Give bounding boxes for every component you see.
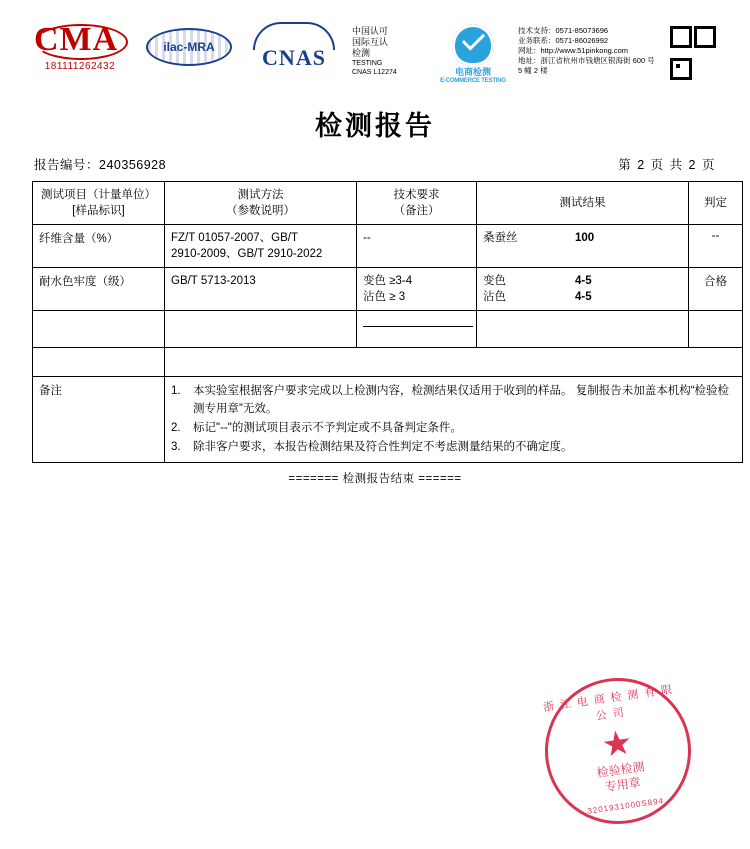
report-end-note: ======= 检测报告结束 ======	[288, 473, 462, 485]
header-req-line1: 技术要求	[393, 189, 440, 201]
header-method-line1: 测试方法	[237, 189, 284, 201]
cell-result	[477, 225, 689, 268]
cell-judgement: 合格	[689, 268, 743, 311]
cnas-cn-line1: 中国认可	[352, 26, 389, 36]
table-row-spacer	[33, 348, 743, 377]
contact-address-1: 地址：浙江省杭州市钱塘区银海街 600 号	[518, 56, 655, 65]
table-header	[33, 182, 743, 225]
blank-cell-judgement	[689, 311, 743, 348]
cell-item: 耐水色牢度（级）	[33, 268, 165, 311]
result-key: 桑蚕丝	[483, 232, 518, 244]
page-indicator: 第 2 页 共 2 页	[618, 158, 716, 172]
test-results-table	[32, 181, 743, 463]
result-key: 变色	[483, 275, 506, 287]
certification-logos	[32, 22, 668, 84]
cell-method	[165, 225, 357, 268]
report-number-label: 报告编号：	[34, 158, 100, 172]
cnas-logo	[246, 22, 342, 68]
cnas-cn-line5: CNAS L12274	[352, 69, 397, 76]
header-item-line1: 测试项目（计量单位）	[41, 189, 156, 201]
cnas-cn-line2: 国际互认	[352, 37, 389, 47]
cma-mark-label: CMA	[34, 21, 119, 58]
seal-number: 3201931000S894	[586, 796, 665, 816]
qr-code-icon	[668, 24, 718, 82]
table-row-remarks	[33, 377, 743, 463]
remark-item	[171, 438, 736, 456]
requirement-line-1: --	[363, 232, 371, 244]
cell-requirement	[357, 268, 477, 311]
header-result-line1: 测试结果	[559, 197, 606, 209]
cnas-label: CNAS	[262, 45, 326, 70]
contact-business: 业务联系：0571-86026992	[518, 36, 609, 45]
header-item-line2: [样品标识]	[72, 205, 125, 217]
remark-text: 标记"--"的测试项目表示不予判定或不具备判定条件。	[193, 422, 462, 434]
ilac-mra-logo	[146, 22, 232, 66]
cell-method	[165, 268, 357, 311]
remarks-body	[165, 377, 743, 463]
header-judge-line1: 判定	[704, 197, 727, 209]
check-shield-icon	[452, 24, 494, 66]
header-cell-result	[477, 182, 689, 225]
seal-company-name: 浙江电商检测有限公司	[542, 683, 679, 723]
remark-item	[171, 382, 736, 418]
ecommerce-cn-label: 电商检测	[454, 67, 491, 77]
remark-number: 3.	[171, 441, 181, 453]
header-cell-judgement	[689, 182, 743, 225]
result-entry	[483, 289, 682, 305]
official-seal-stamp	[536, 669, 701, 834]
result-entry	[483, 230, 682, 246]
contact-support: 技术支持：0571-85073696	[518, 26, 609, 35]
method-line-1: GB/T 5713-2013	[171, 275, 256, 287]
cell-judgement: --	[689, 225, 743, 268]
blank-cell-requirement	[357, 311, 477, 348]
remark-text: 除非客户要求，本报告检测结果及符合性判定不考虑测量结果的不确定度。	[193, 441, 573, 453]
blank-cell-item	[33, 311, 165, 348]
cell-item: 纤维含量（%）	[33, 225, 165, 268]
check-mark-icon	[462, 27, 485, 50]
table-header-row	[33, 182, 743, 225]
contact-address-2: 5 幢 2 楼	[518, 66, 548, 75]
cell-requirement	[357, 225, 477, 268]
header-cell-method	[165, 182, 357, 225]
header-method-line2: （参数说明）	[226, 205, 295, 217]
report-number-value: 240356928	[99, 158, 167, 172]
header-cell-requirement	[357, 182, 477, 225]
document-header	[32, 0, 718, 92]
result-entry	[483, 273, 682, 289]
cnas-chinese-text	[352, 22, 426, 77]
contact-info	[518, 22, 668, 76]
ecommerce-testing-logo	[434, 22, 512, 84]
cnas-cn-line4: TESTING	[352, 60, 383, 67]
section-end-rule	[363, 326, 473, 327]
method-line-2: 2910-2009、GB/T 2910-2022	[171, 248, 323, 260]
requirement-line-1: 变色 ≥3-4	[363, 275, 413, 287]
report-number-block	[34, 155, 166, 173]
cma-logo	[32, 22, 128, 72]
remarks-label: 备注	[33, 377, 165, 463]
report-meta	[32, 155, 718, 173]
remark-text: 本实验室根据客户要求完成以上检测内容，检测结果仅适用于收到的样品。 复制报告未加盖本机构“检验检测专用章”无效。	[193, 385, 730, 415]
remark-number: 1.	[171, 385, 181, 397]
header-req-line2: （备注）	[393, 205, 440, 217]
cnas-cn-line3: 检测	[352, 48, 371, 58]
remark-item	[171, 419, 736, 437]
result-value: 4-5	[575, 275, 592, 287]
blank-cell-method	[165, 311, 357, 348]
table-row-blank	[33, 311, 743, 348]
remark-number: 2.	[171, 422, 181, 434]
requirement-line-2: 沾色 ≥ 3	[363, 291, 406, 303]
blank-cell-result	[477, 311, 689, 348]
seal-line-2: 专用章	[603, 775, 642, 795]
table-row	[33, 268, 743, 311]
spacer-cell-item	[33, 348, 165, 377]
ilac-label: ilac-MRA	[163, 40, 215, 54]
page-title: 检测报告	[315, 111, 435, 141]
ecommerce-en-label: E-COMMERCE TESTING	[440, 78, 506, 84]
table-row	[33, 225, 743, 268]
result-value: 4-5	[575, 291, 592, 303]
star-icon: ★	[599, 723, 635, 766]
spacer-cell-rest	[165, 348, 743, 377]
ilac-oval-icon	[146, 28, 232, 66]
cma-number-label: 181111262432	[44, 61, 116, 72]
header-cell-item	[33, 182, 165, 225]
contact-website: 网址：http://www.51pinkong.com	[518, 46, 629, 55]
result-key: 沾色	[483, 291, 506, 303]
seal-line-1: 检验检测	[595, 759, 646, 781]
cell-result	[477, 268, 689, 311]
method-line-1: FZ/T 01057-2007、GB/T	[171, 232, 298, 244]
result-value: 100	[575, 232, 595, 244]
